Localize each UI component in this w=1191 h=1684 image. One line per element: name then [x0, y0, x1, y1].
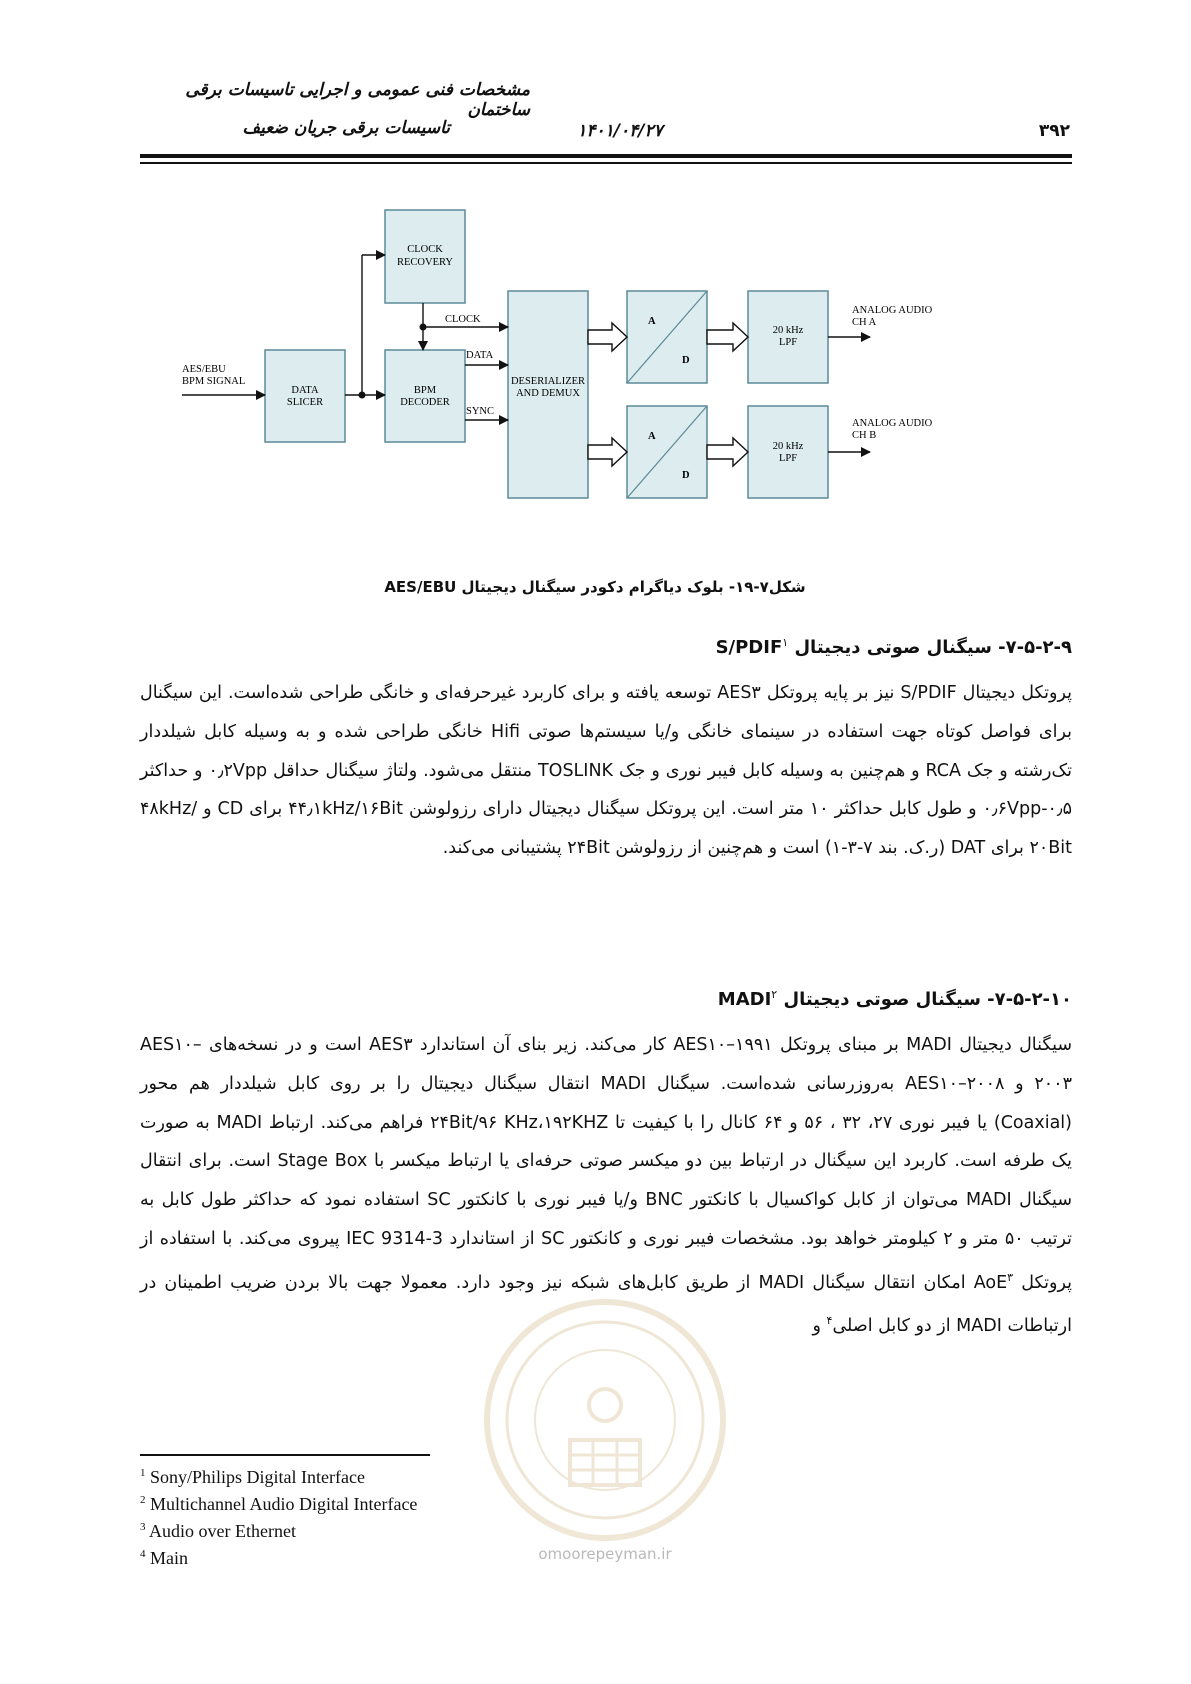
output-b-label-1: ANALOG AUDIO	[852, 418, 933, 429]
output-a-label-1: ANALOG AUDIO	[852, 305, 933, 316]
header-title: مشخصات فنی عمومی و اجرایی تاسیسات برقی ساختمان	[185, 80, 530, 120]
data-slicer-block	[265, 350, 345, 442]
dac-a-label-d: D	[682, 355, 690, 366]
lpf-b-label-2: LPF	[778, 453, 798, 464]
data-signal-label: DATA	[466, 350, 494, 361]
page-number: ۳۹۲	[1038, 121, 1070, 141]
input-label-2: BPM SIGNAL	[182, 376, 246, 387]
footnote-rule	[140, 1454, 430, 1456]
watermark-site: omoorepeyman.ir	[538, 1545, 672, 1563]
deserializer-label-2: AND DEMUX	[516, 388, 580, 399]
footnote-ref-1: ۱	[782, 636, 789, 649]
section-heading-spdif-text: ۷-۵-۲-۹- سیگنال صوتی دیجیتال S/PDIF	[715, 637, 1072, 658]
header-rule-thin	[140, 162, 1072, 164]
output-a-label-2: CH A	[852, 317, 877, 328]
footnote-3: $^3$ Audio over Ethernet	[140, 1521, 296, 1541]
input-label-1: AES/EBU	[182, 364, 226, 375]
dac-a-label-a: A	[648, 316, 656, 327]
dac-b-label-a: A	[648, 431, 656, 442]
footnote-4: $^4$ Main	[140, 1548, 188, 1568]
figure-caption: شکل۷-۱۹- بلوک دیاگرام دکودر سیگنال دیجیتال AES/EBU	[384, 578, 806, 596]
footnote-2: $^2$ Multichannel Audio Digital Interface	[140, 1494, 418, 1514]
bpm-decoder-label-1: BPM	[413, 385, 437, 396]
lpf-b-label-1: 20 kHz	[772, 441, 804, 452]
deserializer-label-1: DESERIALIZER	[510, 376, 586, 387]
madi-text-part-2: امکان انتقال سیگنال MADI از طریق کابل‌های شبکه نیز وجود دارد. معمولا جهت بالا بردن ضریب اطمینان در ارتباطات MADI از دو کابل اصلی	[140, 1272, 1072, 1337]
footnotes	[140, 1462, 640, 1570]
lpf-b-block	[748, 406, 828, 498]
header-subtitle: تاسیسات برقی جریان ضعیف	[242, 118, 450, 138]
clock-recovery-label-1: CLOCK	[407, 244, 443, 255]
footnote-ref-3: ۳	[1007, 1270, 1014, 1284]
section-heading-madi-text: ۷-۵-۲-۱۰- سیگنال صوتی دیجیتال MADI	[717, 989, 1072, 1010]
clock-signal-label: CLOCK	[445, 314, 481, 325]
header-rule-thick	[140, 154, 1072, 158]
lpf-a-label-1: 20 kHz	[772, 325, 804, 336]
section-heading-spdif	[140, 636, 1072, 658]
paragraph-spdif	[140, 674, 1072, 868]
paragraph-spdif-text: پروتکل دیجیتال S/PDIF نیز بر پایه پروتکل AES۳ توسعه یافته و برای کاربرد غیرحرفه‌ای و خانگی طراحی شده‌است. این سیگنال برای فواصل کوتاه جهت استفاده در سینمای خانگی و/یا سیستم‌ها صوتی Hifi خانگی طراحی شده و به وسیله کابل شیلددار تک‌رشته و جک RCA و هم‌چنین به وسیله کابل فیبر نوری و جک TOSLINK منتقل می‌شود. ولتاژ سیگنال حداقل ۰٫۲Vpp و حداکثر ۰٫۵-۰٫۶Vpp و طول کابل حداکثر ۱۰ متر است. این پروتکل سیگنال دیجیتال دارای رزولوشن ۴۴٫۱kHz/۱۶Bit برای CD و ۴۸kHz/۲۰Bit برای DAT (ر.ک. بند ۷-۳-۱) است و هم‌چنین از رزولوشن ۲۴Bit پشتیبانی می‌کند.	[140, 683, 1073, 859]
bpm-decoder-block	[385, 350, 465, 442]
data-slicer-label-1: DATA	[291, 385, 319, 396]
dac-b-label-d: D	[682, 470, 690, 481]
bpm-decoder-label-2: DECODER	[400, 397, 450, 408]
data-slicer-label-2: SLICER	[286, 397, 324, 408]
footnote-1: $^1$ Sony/Philips Digital Interface	[140, 1467, 365, 1487]
block-diagram	[182, 215, 970, 545]
footnote-ref-4: ۴	[826, 1314, 833, 1328]
section-heading-madi	[140, 988, 1072, 1010]
output-b-label-2: CH B	[852, 430, 877, 441]
sync-signal-label: SYNC	[466, 406, 495, 417]
footnote-ref-2: ۲	[771, 988, 778, 1001]
clock-recovery-label-2: RECOVERY	[396, 257, 454, 268]
madi-text-part-3: و	[812, 1316, 827, 1337]
madi-text-part-1: سیگنال دیجیتال MADI بر مبنای پروتکل AES۱۰–۱۹۹۱ کار می‌کند. زیر بنای آن استاندارد AES۳ است و در نسخه‌های AES۱۰–۲۰۰۳ و AES۱۰–۲۰۰۸ به‌روزرسانی شده‌است. سیگنال MADI انتقال سیگنال دیجیتال را بر روی کابل شیلددار هم محور (Coaxial) یا فیبر نوری ۲۷، ۳۲ ، ۵۶ و ۶۴ کانال را با کیفیت تا ۲۴Bit/۹۶ KHz،۱۹۲KHZ فراهم می‌کند. ارتباط MADI به صورت یک طرفه است. کاربرد این سیگنال در ارتباط بین دو میکسر صوتی حرفه‌ای یا ارتباط میکسر با Stage Box است. برای انتقال سیگنال MADI می‌توان از کابل کواکسیال با کانکتور BNC و/یا فیبر نوری با کانکتور SC استفاده نمود که حداکثر طول کابل به ترتیب ۵۰ متر و ۲ کیلومتر خواهد بود. مشخصات فیبر نوری و کانکتور SC از استاندارد IEC 9314-3 پیروی می‌کند. با استفاده از پروتکل AoE	[140, 1035, 1073, 1293]
lpf-a-label-2: LPF	[778, 337, 798, 348]
header-date: ۱۴۰۱/۰۴/۲۷	[577, 121, 663, 141]
